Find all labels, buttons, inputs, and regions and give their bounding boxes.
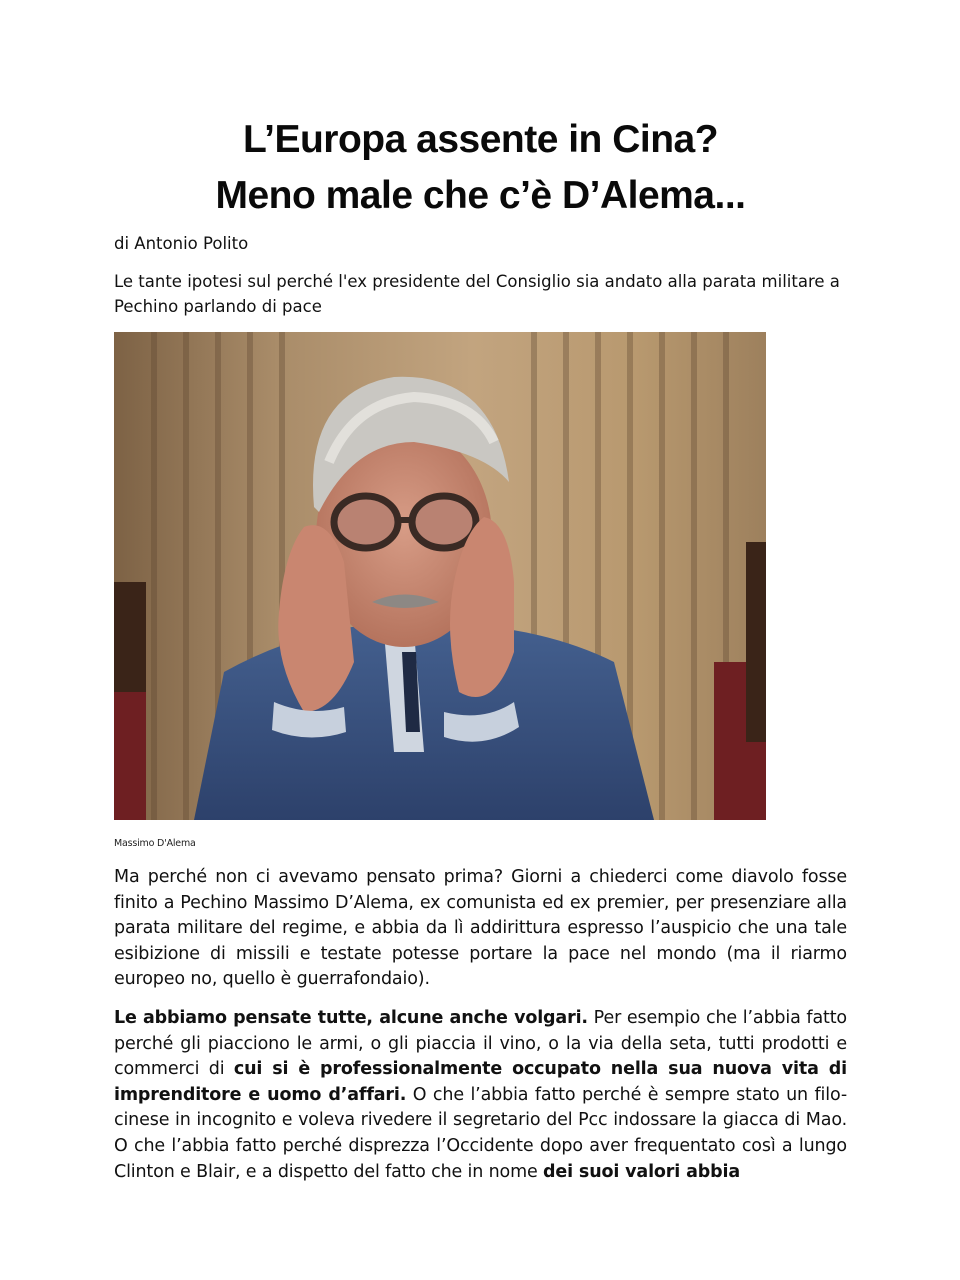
- portrait-illustration: [114, 332, 766, 820]
- bold-emphasis: dei suoi valori abbia: [543, 1161, 741, 1182]
- body-paragraph-1: [114, 865, 847, 993]
- article-subtitle: Le tante ipotesi sul perché l'ex presidente del Consiglio sia andato alla parata militare a Pechino parlando di pace: [114, 272, 840, 316]
- bold-emphasis: cui si è professionalmente occupato nella sua nuova vita di imprenditore e uomo d’affari.: [114, 1059, 847, 1105]
- byline: di Antonio Polito: [114, 234, 249, 253]
- article-photo: [114, 332, 766, 820]
- bold-lead-in: Le abbiamo pensate tutte, alcune anche volgari.: [114, 1008, 588, 1028]
- paragraph-text: Ma perché non ci avevamo pensato prima? Giorni a chiederci come diavolo fosse finito a Pechino Massimo D’Alema, ex comunista ed ex premier, per presenziare alla parata militare del regime, e abbia da lì addirittura espresso l’auspicio che una tale esibizione di missili e testate potesse portare la pace nel mondo (ma il riarmo europeo no, quello è guerrafondaio).: [114, 867, 847, 990]
- paragraph-text: Per esempio che l’abbia fatto perché gli piacciono le armi, o gli piaccia il vino, o la via della seta, tutti prodotti e commerci di: [114, 1008, 847, 1080]
- headline-line-1: L’Europa assente in Cina?: [242, 118, 719, 161]
- headline-line-2: Meno male che c’è D’Alema...: [215, 174, 746, 217]
- body-paragraph-2: [114, 1006, 847, 1185]
- paragraph-text: O che l’abbia fatto perché è sempre stato un filo-cinese in incognito e voleva rivedere il segretario del Pcc indossare la giacca di Mao. O che l’abbia fatto perché disprezza l’Occidente dopo aver frequentato così a lungo Clinton e Blair, e a dispetto del fatto che in nome: [114, 1084, 847, 1182]
- article-headline: [94, 112, 867, 224]
- photo-caption: Massimo D'Alema: [114, 838, 196, 849]
